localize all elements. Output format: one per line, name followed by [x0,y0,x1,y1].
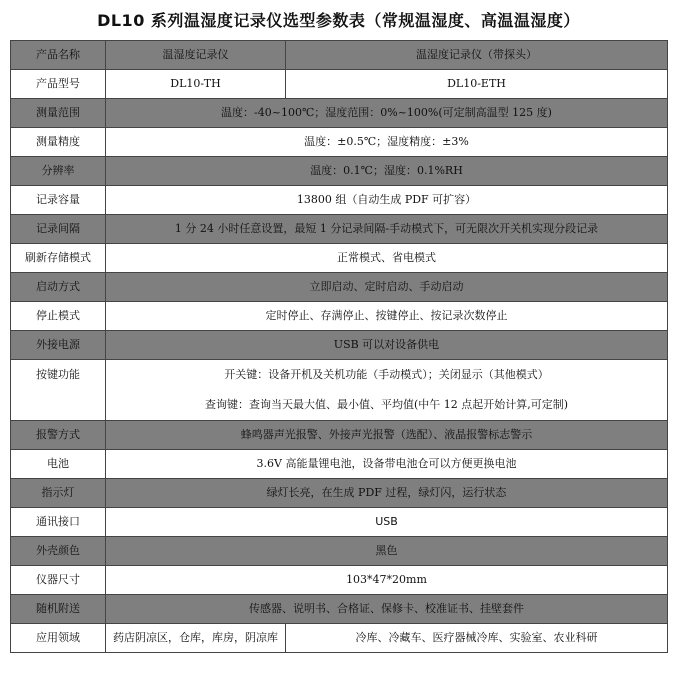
accuracy-value: 温度：±0.5℃；湿度精度：±3% [106,128,668,157]
row-label-power: 外接电源 [11,331,106,360]
indicator-value: 绿灯长亮，在生成 PDF 过程，绿灯闪，运行状态 [106,479,668,508]
table-row [11,157,668,186]
range-value: 温度：-40~100℃；湿度范围：0%~100%(可定制高温型 125 度) [106,99,668,128]
table-row [11,244,668,273]
table-row [11,479,668,508]
keys-value [106,360,668,421]
table-row [11,508,668,537]
table-row [11,566,668,595]
row-label-accuracy: 测量精度 [11,128,106,157]
row-label-model: 产品型号 [11,70,106,99]
color-value: 黑色 [106,537,668,566]
capacity-value: 13800 组（自动生成 PDF 可扩容） [106,186,668,215]
row-label-interval: 记录间隔 [11,215,106,244]
model-value-2: DL10-ETH [286,70,668,99]
application-value-1: 药店阴凉区，仓库，库房，阴凉库 [106,624,286,653]
table-row [11,99,668,128]
keys-line-2: 查询键：查询当天最大值、最小值、平均值(中午 12 点起开始计算,可定制) [204,398,569,411]
battery-value: 3.6V 高能量锂电池，设备带电池仓可以方便更换电池 [106,450,668,479]
row-label-stop: 停止模式 [11,302,106,331]
table-row [11,186,668,215]
model-value-1: DL10-TH [106,70,286,99]
application-value-2: 冷库、冷藏车、医疗器械冷库、实验室、农业科研 [286,624,668,653]
row-label-battery: 电池 [11,450,106,479]
table-row [11,273,668,302]
page-title: DL10 系列温湿度记录仪选型参数表（常规温湿度、高温温湿度） [97,11,580,30]
resolution-value: 温度：0.1℃；湿度：0.1%RH [106,157,668,186]
row-label-keys: 按键功能 [11,360,106,421]
row-label-color: 外壳颜色 [11,537,106,566]
spec-table [10,40,668,653]
alarm-value: 蜂鸣器声光报警、外接声光报警（选配）、液晶报警标志警示 [106,421,668,450]
name-value-2: 温湿度记录仪（带探头） [286,41,668,70]
table-row [11,595,668,624]
row-label-name: 产品名称 [11,41,106,70]
row-label-range: 测量范围 [11,99,106,128]
table-row [11,302,668,331]
size-value: 103*47*20mm [106,566,668,595]
table-row [11,128,668,157]
table-row [11,624,668,653]
table-row [11,537,668,566]
interval-value: 1 分 24 小时任意设置，最短 1 分记录间隔-手动模式下，可无限次开关机实现分段记录 [106,215,668,244]
table-row [11,450,668,479]
table-row [11,41,668,70]
row-label-comm: 通讯接口 [11,508,106,537]
table-row [11,331,668,360]
row-label-alarm: 报警方式 [11,421,106,450]
stop-value: 定时停止、存满停止、按键停止、按记录次数停止 [106,302,668,331]
power-value: USB 可以对设备供电 [106,331,668,360]
row-label-resolution: 分辨率 [11,157,106,186]
table-row [11,360,668,421]
row-label-indicator: 指示灯 [11,479,106,508]
comm-value: USB [106,508,668,537]
table-row [11,70,668,99]
accessories-value: 传感器、说明书、合格证、保修卡、校准证书、挂壁套件 [106,595,668,624]
row-label-start: 启动方式 [11,273,106,302]
row-label-accessories: 随机附送 [11,595,106,624]
row-label-capacity: 记录容量 [11,186,106,215]
row-label-refresh: 刷新存储模式 [11,244,106,273]
table-row [11,215,668,244]
row-label-application: 应用领域 [11,624,106,653]
table-row [11,421,668,450]
keys-line-1: 开关键：设备开机及关机功能（手动模式）；关闭显示（其他模式） [224,368,549,381]
row-label-size: 仪器尺寸 [11,566,106,595]
start-value: 立即启动、定时启动、手动启动 [106,273,668,302]
name-value-1: 温湿度记录仪 [106,41,286,70]
refresh-value: 正常模式、省电模式 [106,244,668,273]
